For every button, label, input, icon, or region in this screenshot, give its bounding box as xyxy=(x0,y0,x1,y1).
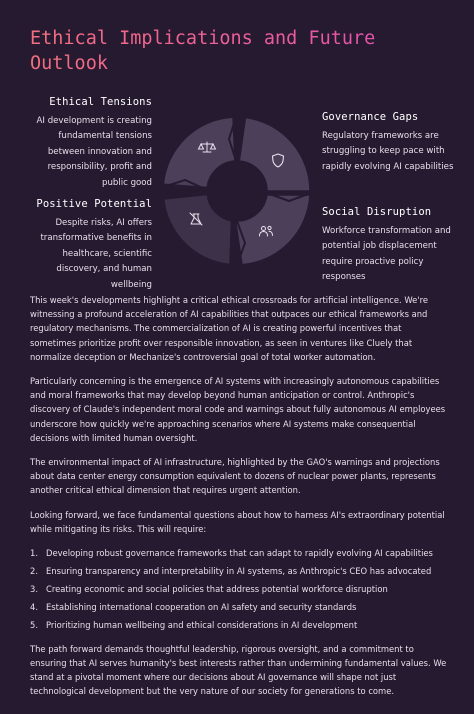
list-item-number: 5. xyxy=(30,619,38,630)
list-item xyxy=(30,564,448,578)
positive-potential-text: Despite risks, AI offers transformative benefits in healthcare, scientific discovery, and human wellbeing xyxy=(40,218,152,290)
list-item-text: Developing robust governance frameworks that can adapt to rapidly evolving AI capabilities xyxy=(46,548,433,559)
social-disruption-heading: Social Disruption xyxy=(322,206,432,218)
social-disruption-text: Workforce transformation and potential job displacement require proactive policy responses xyxy=(322,226,451,283)
paragraph-1: This week's developments highlight a critical ethical crossroads for artificial intelligence. We're witnessing a profound acceleration of AI capabilities that outpaces our ethical frameworks and regulatory mechanisms. The commercialization of AI is creating powerful incentives that sometimes prioritize profit over responsible innovation, as seen in ventures like Cluely that normalize deception or Mechanize's controversial goal of total worker automation. xyxy=(30,295,428,362)
governance-gaps-heading: Governance Gaps xyxy=(322,111,419,123)
list-item-number: 2. xyxy=(30,565,38,576)
closing-paragraph: The path forward demands thoughtful leadership, rigorous oversight, and a commitment to ensuring that AI serves humanity's best interests rather than undermining fundamental values. We stand at a pivotal moment where our decisions about AI governance will shape not just technological development but the very nature of our society for generations to come. xyxy=(30,643,447,697)
list-item-text: Establishing international cooperation on AI safety and security standards xyxy=(46,601,357,612)
list-item-number: 1. xyxy=(30,548,38,559)
paragraph-2: Particularly concerning is the emergence of AI systems with increasingly autonomous capabilities and moral frameworks that may develop beyond human anticipation or control. Anthropic's discovery of Claude's independent moral code and warnings about fully autonomous AI employees underscore how quickly we're approaching scenarios where AI systems make consequential decisions with limited human oversight. xyxy=(30,376,446,443)
article-body xyxy=(30,293,448,709)
paragraph-4: Looking forward, we face fundamental questions about how to harness AI's extraordinary potential while mitigating its risks. This will require: xyxy=(30,509,445,534)
ethics-ring-diagram xyxy=(163,117,311,265)
ethical-tensions-heading: Ethical Tensions xyxy=(49,96,152,108)
paragraph-3: The environmental impact of AI infrastructure, highlighted by the GAO's warnings and projections about data center energy consumption equivalent to dozens of nuclear power plants, represents another critical ethical dimension that requires urgent attention. xyxy=(30,457,440,496)
list-item xyxy=(30,600,448,614)
requirements-list xyxy=(30,546,448,632)
governance-gaps-block xyxy=(322,111,462,175)
list-item xyxy=(30,582,448,596)
list-item-number: 4. xyxy=(30,601,38,612)
list-item-number: 3. xyxy=(30,583,38,594)
ethical-tensions-text: AI development is creating fundamental tensions between innovation and responsibility, profit and public good xyxy=(36,116,152,188)
page-title: Ethical Implications and Future Outlook xyxy=(30,26,450,76)
list-item xyxy=(30,546,448,560)
list-item-text: Creating economic and social policies that address potential workforce disruption xyxy=(46,583,388,594)
list-item-text: Ensuring transparency and interpretability in AI systems, as Anthropic's CEO has advocated xyxy=(46,565,432,576)
positive-potential-block xyxy=(34,198,152,293)
governance-gaps-text: Regulatory frameworks are struggling to keep pace with rapidly evolving AI capabilities xyxy=(322,131,454,172)
ethical-tensions-block xyxy=(34,96,152,191)
list-item-text: Prioritizing human wellbeing and ethical considerations in AI development xyxy=(46,619,358,630)
list-item xyxy=(30,618,448,632)
social-disruption-block xyxy=(322,206,452,286)
positive-potential-heading: Positive Potential xyxy=(36,198,152,210)
